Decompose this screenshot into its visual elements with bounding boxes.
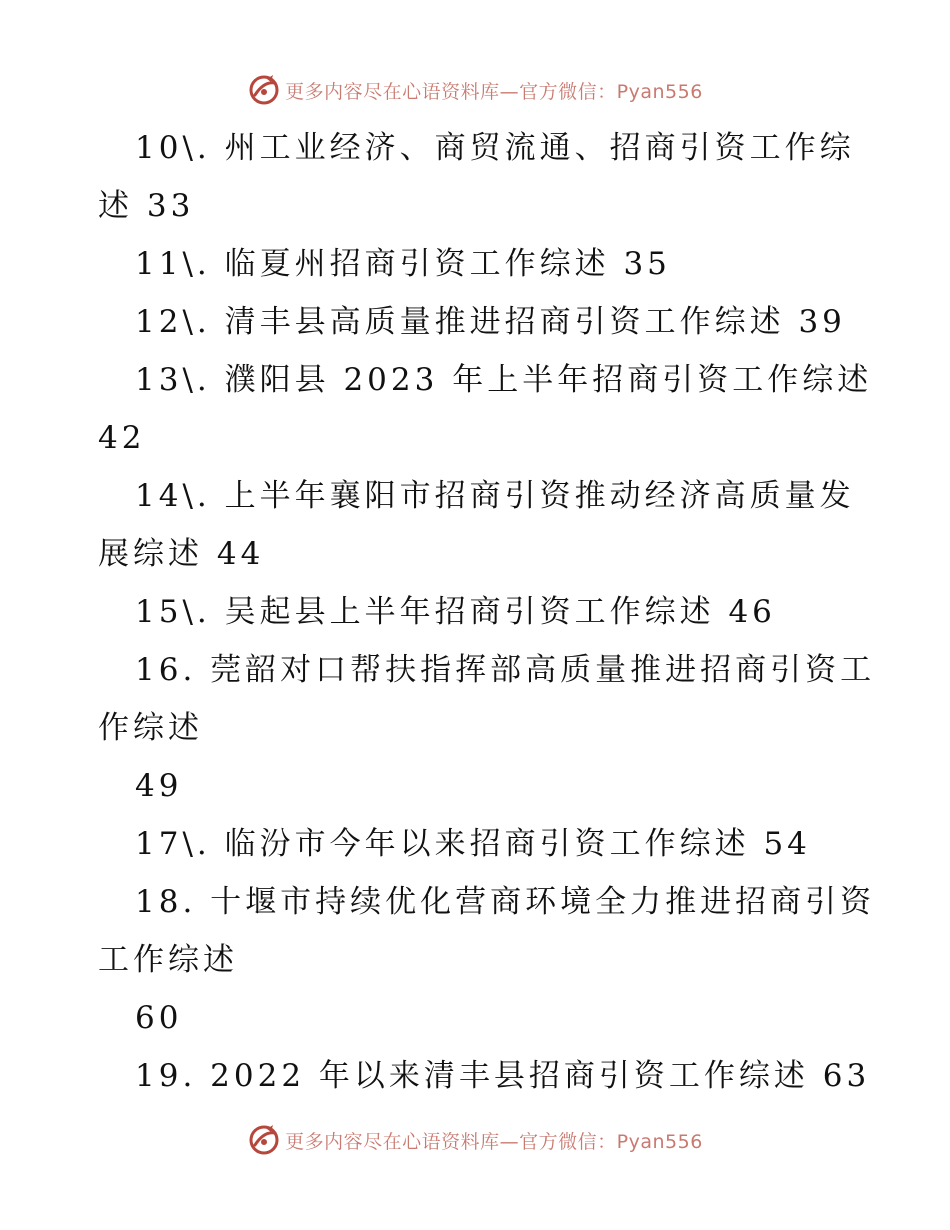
toc-entry-18: 18. 十堰市持续优化营商环境全力推进招商引资 [135, 884, 876, 920]
toc-entry-18-cont: 工作综述 [98, 942, 238, 978]
watermark-caption: 更多内容尽在心语资料库—官方微信： [285, 80, 617, 103]
toc-entry-16-cont: 作综述 [98, 710, 203, 746]
footer-watermark [0, 1120, 950, 1160]
brand-logo-icon [247, 73, 281, 107]
toc-entry-14: 14\. 上半年襄阳市招商引资推动经济高质量发 [135, 478, 855, 514]
watermark-handle: Pyan556 [616, 80, 703, 103]
toc-entry-18-page: 60 [135, 1000, 183, 1036]
toc-entry-12: 12\. 清丰县高质量推进招商引资工作综述 39 [135, 304, 846, 340]
toc-entry-13: 13\. 濮阳县 2023 年上半年招商引资工作综述 [135, 362, 873, 398]
toc-entry-16: 16. 莞韶对口帮扶指挥部高质量推进招商引资工 [135, 652, 876, 688]
header-watermark [0, 70, 950, 110]
watermark-text [285, 1127, 703, 1154]
toc-entry-13-page: 42 [98, 420, 146, 456]
toc-entry-14-cont: 展综述 44 [98, 536, 265, 572]
toc-entry-15: 15\. 吴起县上半年招商引资工作综述 46 [135, 594, 776, 630]
toc-entry-11: 11\. 临夏州招商引资工作综述 35 [135, 246, 671, 282]
toc-entry-10-page: 述 33 [98, 188, 195, 224]
toc-entry-16-page: 49 [135, 768, 183, 804]
brand-logo-icon [247, 1123, 281, 1157]
watermark-text [285, 77, 703, 104]
watermark-caption: 更多内容尽在心语资料库—官方微信： [285, 1130, 617, 1153]
toc-entry-17: 17\. 临汾市今年以来招商引资工作综述 54 [135, 826, 811, 862]
watermark-handle: Pyan556 [616, 1130, 703, 1153]
toc-entry-19: 19. 2022 年以来清丰县招商引资工作综述 63 [135, 1058, 871, 1094]
toc-entry-10: 10\. 州工业经济、商贸流通、招商引资工作综 [135, 130, 855, 166]
